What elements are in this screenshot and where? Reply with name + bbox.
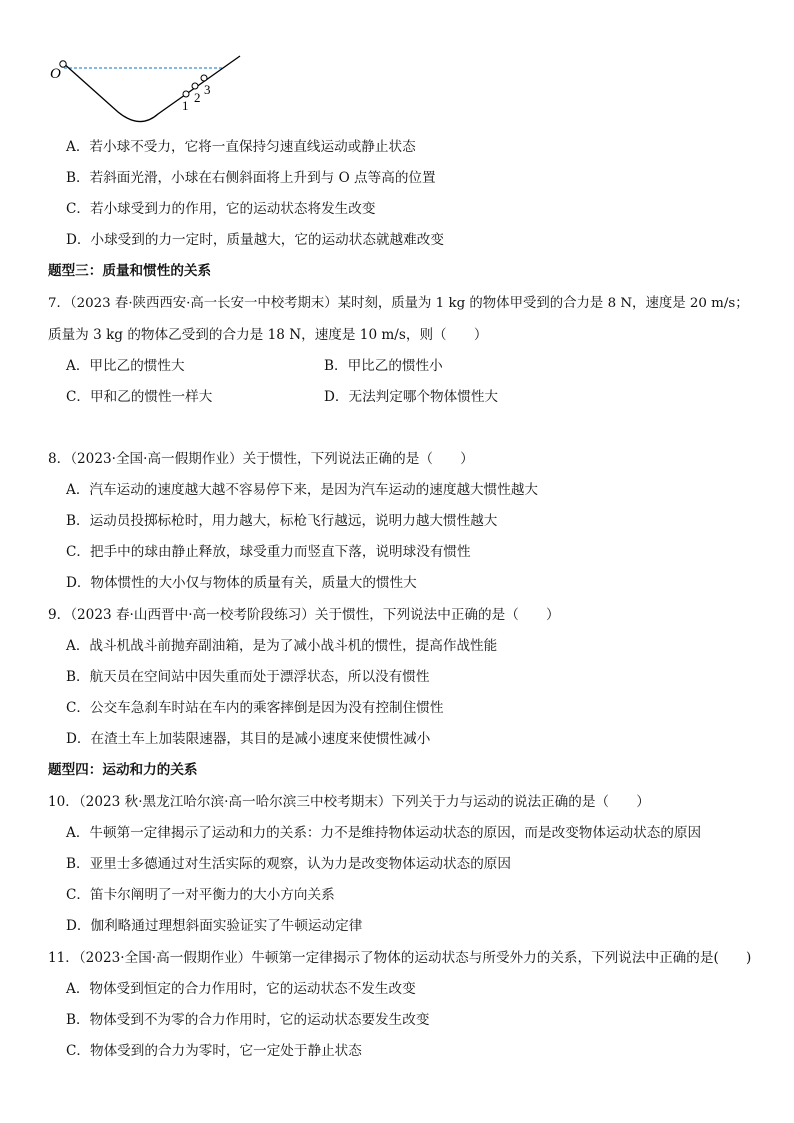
q7-option-d: D．无法判定哪个物体惯性大 xyxy=(324,389,499,405)
q9-option-c: C．公交车急刹车时站在车内的乘客摔倒是因为没有控制住惯性 xyxy=(66,700,444,716)
q6-option-c: C．若小球受到力的作用，它的运动状态将发生改变 xyxy=(66,201,376,217)
q7-stem-line-1: 7．（2023 春·陕西西安·高一长安一中校考期末）某时刻，质量为 1 kg 的物体甲受到的合力是 8 N，速度是 20 m/s； xyxy=(48,296,749,311)
q8-option-c: C．把手中的球由静止释放，球受重力而竖直下落，说明球没有惯性 xyxy=(66,544,471,560)
q8-stem: 8．（2023·全国·高一假期作业）关于惯性，下列说法正确的是（ ） xyxy=(48,451,474,467)
incline-figure xyxy=(40,50,300,140)
q9-option-a: A．战斗机战斗前抛弃副油箱，是为了减小战斗机的惯性，提高作战性能 xyxy=(66,638,498,654)
point-o-label: O xyxy=(50,66,61,82)
q7-option-b: B．甲比乙的惯性小 xyxy=(324,358,443,374)
ball-label-3: 3 xyxy=(204,82,211,97)
q9-stem: 9．（2023 春·山西晋中·高一校考阶段练习）关于惯性，下列说法中正确的是（ ） xyxy=(48,607,560,623)
q11-stem: 11．（2023·全国·高一假期作业）牛顿第一定律揭示了物体的运动状态与所受外力的关系，下列说法中正确的是( ) xyxy=(48,950,752,966)
q11-option-b: B．物体受到不为零的合力作用时，它的运动状态要发生改变 xyxy=(66,1012,430,1028)
q10-option-d: D．伽利略通过理想斜面实验证实了牛顿运动定律 xyxy=(66,918,363,934)
q6-option-b: B．若斜面光滑，小球在右侧斜面将上升到与 O 点等高的位置 xyxy=(66,170,436,186)
q11-option-a: A．物体受到恒定的合力作用时，它的运动状态不发生改变 xyxy=(66,981,416,997)
q9-option-b: B．航天员在空间站中因失重而处于漂浮状态，所以没有惯性 xyxy=(66,669,430,685)
q6-option-d: D．小球受到的力一定时，质量越大，它的运动状态就越难改变 xyxy=(66,232,444,248)
ball-1 xyxy=(183,91,189,97)
q10-stem: 10．（2023 秋·黑龙江哈尔滨·高一哈尔滨三中校考期末）下列关于力与运动的说法正确的是（ ） xyxy=(48,794,650,810)
ball-label-2: 2 xyxy=(194,90,201,105)
q9-option-d: D．在渣土车上加装限速器，其目的是减小速度来使惯性减小 xyxy=(66,731,431,747)
q6-option-a: A．若小球不受力，它将一直保持匀速直线运动或静止状态 xyxy=(66,139,416,155)
q10-option-c: C．笛卡尔阐明了一对平衡力的大小方向关系 xyxy=(66,887,335,903)
q8-option-a: A．汽车运动的速度越大越不容易停下来，是因为汽车运动的速度越大惯性越大 xyxy=(66,482,539,498)
q8-option-d: D．物体惯性的大小仅与物体的质量有关，质量大的惯性大 xyxy=(66,575,417,591)
section-4-title: 题型四：运动和力的关系 xyxy=(48,762,198,778)
q7-stem-line-2: 质量为 3 kg 的物体乙受到的合力是 18 N，速度是 10 m/s，则（ ） xyxy=(48,327,488,343)
track-curve xyxy=(62,56,240,122)
ball-3 xyxy=(201,75,207,81)
q10-option-b: B．亚里士多德通过对生活实际的观察，认为力是改变物体运动状态的原因 xyxy=(66,856,511,872)
q10-option-a: A．牛顿第一定律揭示了运动和力的关系：力不是维持物体运动状态的原因，而是改变物体运动状态的原因 xyxy=(66,825,702,841)
q7-option-c: C．甲和乙的惯性一样大 xyxy=(66,389,213,405)
ball-2 xyxy=(192,83,198,89)
section-3-title: 题型三：质量和惯性的关系 xyxy=(48,263,212,279)
q7-option-a: A．甲比乙的惯性大 xyxy=(66,358,185,374)
q8-option-b: B．运动员投掷标枪时，用力越大，标枪飞行越远，说明力越大惯性越大 xyxy=(66,513,498,529)
ball-label-1: 1 xyxy=(182,98,189,113)
q11-option-c: C．物体受到的合力为零时，它一定处于静止状态 xyxy=(66,1043,362,1059)
